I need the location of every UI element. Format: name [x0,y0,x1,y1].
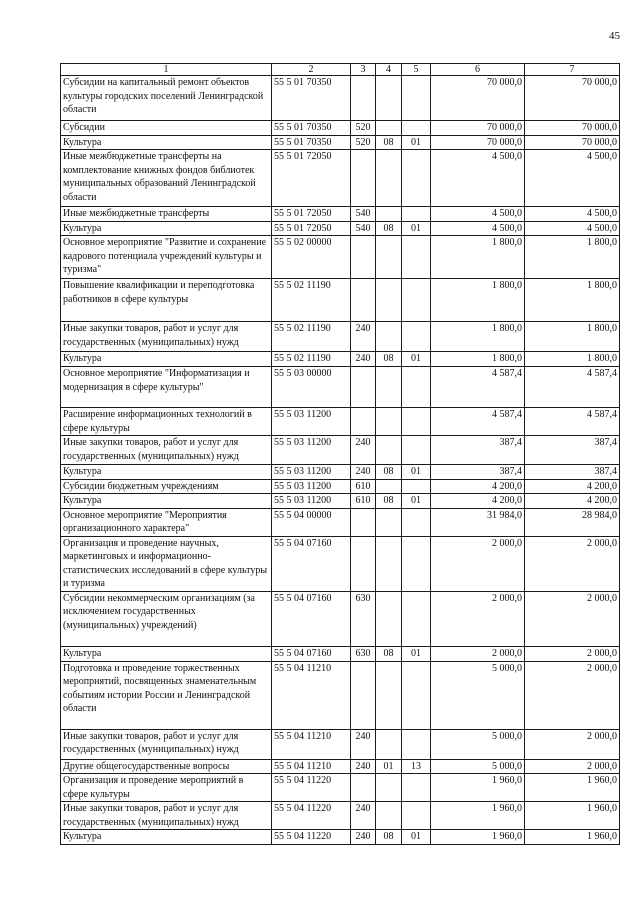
code-cell: 55 5 04 11210 [272,661,351,729]
col6-cell: 1 800,0 [431,352,525,367]
col5-cell [402,121,431,136]
table-row [61,774,620,802]
col5-cell [402,207,431,222]
code-cell: 55 5 02 11190 [272,352,351,367]
col3-cell: 240 [351,802,376,830]
col4-cell [376,121,402,136]
col5-cell [402,408,431,436]
col4-cell [376,774,402,802]
col3-cell: 610 [351,494,376,509]
col7-cell: 387,4 [525,465,620,480]
col5-cell: 01 [402,352,431,367]
col4-cell: 01 [376,759,402,774]
col5-cell [402,150,431,207]
table-row [61,76,620,121]
col4-cell [376,729,402,759]
name-cell: Иные закупки товаров, работ и услуг для государственных (муниципальных) нужд [61,322,272,352]
col7-cell: 28 984,0 [525,508,620,536]
col5-cell [402,729,431,759]
col5-cell [402,76,431,121]
col4-cell [376,508,402,536]
budget-table [60,63,620,845]
name-cell: Расширение информационных технологий в сфере культуры [61,408,272,436]
code-cell: 55 5 04 07160 [272,591,351,646]
name-cell: Культура [61,830,272,845]
col5-cell [402,436,431,465]
col6-cell: 1 800,0 [431,322,525,352]
col3-cell: 610 [351,479,376,494]
col5-cell [402,279,431,322]
col4-cell: 08 [376,494,402,509]
col7-cell: 4 200,0 [525,479,620,494]
table-row [61,591,620,646]
col6-cell: 5 000,0 [431,759,525,774]
col7-cell: 2 000,0 [525,591,620,646]
name-cell: Организация и проведение научных, маркетинговых и информационно-статистических исследований в сфере культуры и туризма [61,536,272,591]
name-cell: Иные межбюджетные трансферты [61,207,272,222]
table-row [61,135,620,150]
name-cell: Другие общегосударственные вопросы [61,759,272,774]
col7-cell: 4 500,0 [525,207,620,222]
table-row [61,150,620,207]
col3-cell [351,76,376,121]
col7-cell: 4 200,0 [525,494,620,509]
header-cell: 6 [431,64,525,76]
code-cell: 55 5 04 07160 [272,536,351,591]
col4-cell: 08 [376,135,402,150]
col7-cell: 1 800,0 [525,279,620,322]
col6-cell: 4 587,4 [431,367,525,408]
col4-cell [376,322,402,352]
col4-cell: 08 [376,646,402,661]
col6-cell: 5 000,0 [431,661,525,729]
col4-cell: 08 [376,352,402,367]
col6-cell: 5 000,0 [431,729,525,759]
col4-cell [376,207,402,222]
col6-cell: 31 984,0 [431,508,525,536]
col7-cell: 4 587,4 [525,408,620,436]
name-cell: Культура [61,221,272,236]
table-row [61,221,620,236]
page-number: 45 [609,30,620,42]
col3-cell: 540 [351,221,376,236]
col7-cell: 2 000,0 [525,646,620,661]
table-row [61,479,620,494]
header-cell: 3 [351,64,376,76]
col7-cell: 1 800,0 [525,352,620,367]
col3-cell: 520 [351,121,376,136]
code-cell: 55 5 03 11200 [272,494,351,509]
col5-cell [402,479,431,494]
col4-cell [376,150,402,207]
table-row [61,279,620,322]
header-cell: 1 [61,64,272,76]
name-cell: Субсидии на капитальный ремонт объектов культуры городских поселений Ленинградской области [61,76,272,121]
col6-cell: 4 587,4 [431,408,525,436]
table-row [61,802,620,830]
col3-cell [351,408,376,436]
table-row [61,661,620,729]
table-row [61,646,620,661]
col6-cell: 1 960,0 [431,830,525,845]
col5-cell: 01 [402,646,431,661]
col7-cell: 1 800,0 [525,236,620,279]
header-cell: 7 [525,64,620,76]
col6-cell: 2 000,0 [431,591,525,646]
col6-cell: 2 000,0 [431,646,525,661]
table-row [61,367,620,408]
col4-cell: 08 [376,830,402,845]
code-cell: 55 5 04 00000 [272,508,351,536]
col4-cell [376,76,402,121]
header-cell: 4 [376,64,402,76]
name-cell: Подготовка и проведение торжественных мероприятий, посвященных знаменательным событиям истории России и Ленинградской области [61,661,272,729]
col4-cell [376,367,402,408]
name-cell: Организация и проведение мероприятий в сфере культуры [61,774,272,802]
name-cell: Основное мероприятие "Информатизация и модернизация в сфере культуры" [61,367,272,408]
col7-cell: 70 000,0 [525,135,620,150]
name-cell: Иные межбюджетные трансферты на комплектование книжных фондов библиотек муниципальных образований Ленинградской области [61,150,272,207]
col5-cell [402,536,431,591]
code-cell: 55 5 03 11200 [272,465,351,480]
name-cell: Иные закупки товаров, работ и услуг для государственных (муниципальных) нужд [61,436,272,465]
table-row [61,536,620,591]
col5-cell: 13 [402,759,431,774]
col3-cell: 240 [351,830,376,845]
name-cell: Иные закупки товаров, работ и услуг для государственных (муниципальных) нужд [61,802,272,830]
table-row [61,236,620,279]
col5-cell: 01 [402,221,431,236]
col5-cell [402,591,431,646]
col4-cell [376,436,402,465]
col5-cell: 01 [402,830,431,845]
col7-cell: 1 960,0 [525,774,620,802]
col6-cell: 387,4 [431,436,525,465]
table-row [61,830,620,845]
col6-cell: 70 000,0 [431,135,525,150]
col5-cell [402,661,431,729]
col4-cell [376,591,402,646]
col6-cell: 1 960,0 [431,802,525,830]
name-cell: Субсидии некоммерческим организациям (за исключением государственных (муниципальных) учреждений) [61,591,272,646]
code-cell: 55 5 03 11200 [272,436,351,465]
col7-cell: 4 500,0 [525,150,620,207]
col6-cell: 1 800,0 [431,279,525,322]
table-row [61,352,620,367]
name-cell: Культура [61,352,272,367]
col3-cell: 240 [351,465,376,480]
name-cell: Культура [61,646,272,661]
col5-cell [402,774,431,802]
col5-cell [402,802,431,830]
col4-cell [376,408,402,436]
col5-cell [402,322,431,352]
code-cell: 55 5 04 07160 [272,646,351,661]
col3-cell [351,774,376,802]
col3-cell [351,536,376,591]
header-cell: 2 [272,64,351,76]
code-cell: 55 5 04 11220 [272,774,351,802]
code-cell: 55 5 02 11190 [272,279,351,322]
name-cell: Основное мероприятие "Мероприятия организационного характера" [61,508,272,536]
name-cell: Культура [61,135,272,150]
col7-cell: 4 500,0 [525,221,620,236]
col3-cell: 630 [351,646,376,661]
col3-cell: 630 [351,591,376,646]
col5-cell [402,236,431,279]
col6-cell: 1 960,0 [431,774,525,802]
col7-cell: 387,4 [525,436,620,465]
col7-cell: 1 960,0 [525,802,620,830]
code-cell: 55 5 01 72050 [272,150,351,207]
name-cell: Иные закупки товаров, работ и услуг для государственных (муниципальных) нужд [61,729,272,759]
table-row [61,465,620,480]
table-row [61,408,620,436]
code-cell: 55 5 01 70350 [272,121,351,136]
col6-cell: 70 000,0 [431,121,525,136]
name-cell: Культура [61,494,272,509]
name-cell: Субсидии бюджетным учреждениям [61,479,272,494]
col3-cell: 520 [351,135,376,150]
col5-cell [402,508,431,536]
code-cell: 55 5 02 00000 [272,236,351,279]
col4-cell: 08 [376,465,402,480]
code-cell: 55 5 04 11210 [272,729,351,759]
table-row [61,508,620,536]
col4-cell [376,236,402,279]
table-row [61,759,620,774]
code-cell: 55 5 01 70350 [272,135,351,150]
table-row [61,207,620,222]
col7-cell: 70 000,0 [525,76,620,121]
col3-cell: 240 [351,322,376,352]
col6-cell: 4 200,0 [431,494,525,509]
col4-cell: 08 [376,221,402,236]
col3-cell: 240 [351,352,376,367]
col4-cell [376,802,402,830]
col3-cell [351,150,376,207]
col3-cell: 240 [351,436,376,465]
col7-cell: 2 000,0 [525,536,620,591]
col7-cell: 70 000,0 [525,121,620,136]
col6-cell: 4 500,0 [431,150,525,207]
col5-cell: 01 [402,494,431,509]
col3-cell: 240 [351,729,376,759]
col6-cell: 4 500,0 [431,207,525,222]
col3-cell [351,367,376,408]
code-cell: 55 5 04 11220 [272,830,351,845]
col3-cell [351,279,376,322]
col4-cell [376,661,402,729]
col6-cell: 2 000,0 [431,536,525,591]
header-cell: 5 [402,64,431,76]
code-cell: 55 5 01 70350 [272,76,351,121]
code-cell: 55 5 03 11200 [272,479,351,494]
col6-cell: 4 200,0 [431,479,525,494]
table-row [61,436,620,465]
col4-cell [376,479,402,494]
col7-cell: 2 000,0 [525,759,620,774]
table-row [61,494,620,509]
col7-cell: 4 587,4 [525,367,620,408]
col6-cell: 1 800,0 [431,236,525,279]
col6-cell: 70 000,0 [431,76,525,121]
col4-cell [376,536,402,591]
name-cell: Основное мероприятие "Развитие и сохранение кадрового потенциала учреждений культуры и туризма" [61,236,272,279]
col3-cell [351,661,376,729]
col5-cell [402,367,431,408]
code-cell: 55 5 01 72050 [272,207,351,222]
name-cell: Субсидии [61,121,272,136]
col3-cell [351,236,376,279]
table-row [61,121,620,136]
col3-cell: 240 [351,759,376,774]
col5-cell: 01 [402,465,431,480]
table-row [61,729,620,759]
col7-cell: 1 960,0 [525,830,620,845]
code-cell: 55 5 03 11200 [272,408,351,436]
table-row [61,322,620,352]
col4-cell [376,279,402,322]
code-cell: 55 5 01 72050 [272,221,351,236]
code-cell: 55 5 02 11190 [272,322,351,352]
col5-cell: 01 [402,135,431,150]
col3-cell: 540 [351,207,376,222]
col6-cell: 387,4 [431,465,525,480]
col3-cell [351,508,376,536]
name-cell: Культура [61,465,272,480]
col7-cell: 1 800,0 [525,322,620,352]
budget-table-body [61,64,620,845]
code-cell: 55 5 03 00000 [272,367,351,408]
col7-cell: 2 000,0 [525,729,620,759]
col6-cell: 4 500,0 [431,221,525,236]
name-cell: Повышение квалификации и переподготовка работников в сфере культуры [61,279,272,322]
table-header-row [61,64,620,76]
code-cell: 55 5 04 11210 [272,759,351,774]
code-cell: 55 5 04 11220 [272,802,351,830]
col7-cell: 2 000,0 [525,661,620,729]
